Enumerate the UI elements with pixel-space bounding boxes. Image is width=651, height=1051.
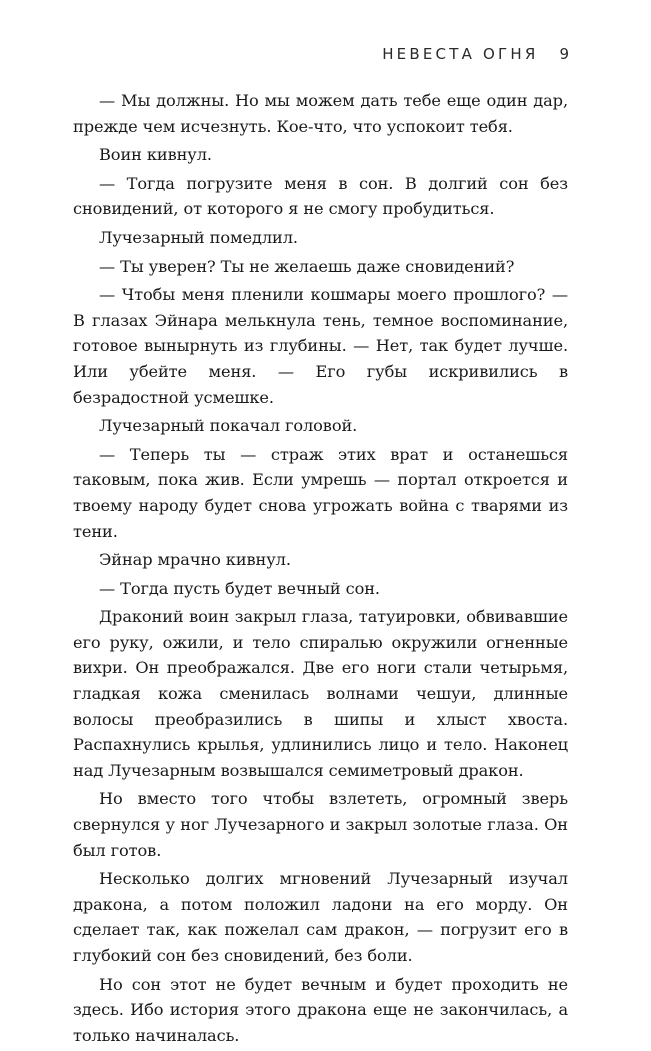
paragraph: — Тогда погрузите меня в сон. В долгий сон без сновидений, от которого я не смогу пробудиться.: [73, 173, 568, 219]
paragraph: Эйнар мрачно кивнул.: [99, 550, 291, 570]
body-text: [73, 88, 568, 1051]
paragraph: — Теперь ты — страж этих врат и останешься таковым, пока жив. Если умрешь — портал откроется и твоему народу будет снова угрожать война с тварями из тени.: [73, 444, 568, 541]
paragraph: — Мы должны. Но мы можем дать тебе еще один дар, прежде чем исчезнуть. Кое-что, что успокоит тебя.: [73, 91, 568, 136]
book-title: НЕВЕСТА ОГНЯ: [382, 45, 539, 63]
paragraph: — Чтобы меня пленили кошмары моего прошлого? — В глазах Эйнара мелькнула тень, темное воспоминание, готовое вынырнуть из глубины. — Нет, так будет лучше. Или убейте меня. — Его губы искривились в безрадостной усмешке.: [73, 285, 568, 407]
paragraph: Воин кивнул.: [99, 145, 212, 165]
paragraph: Но сон этот не будет вечным и будет проходить не здесь. Ибо история этого дракона еще не закончилась, а только начиналась.: [73, 974, 568, 1045]
paragraph: Драконий воин закрыл глаза, татуировки, обвивавшие его руку, ожили, и тело спиралью окружили огненные вихри. Он преображался. Две его ноги стали четырьмя, гладкая кожа сменилась волнами чешуи, длинные волосы преобразились в шипы и хлыст хвоста. Распахнулись крылья, удлинились лицо и тело. Наконец над Лучезарным возвышался семиметровый дракон.: [73, 607, 568, 780]
paragraph: Но вместо того чтобы взлететь, огромный зверь свернулся у ног Лучезарного и закрыл золотые глаза. Он был готов.: [73, 789, 568, 860]
running-header: [382, 45, 569, 63]
paragraph: Лучезарный покачал головой.: [99, 416, 358, 436]
paragraph: Лучезарный помедлил.: [99, 227, 298, 247]
paragraph: — Тогда пусть будет вечный сон.: [99, 578, 380, 598]
page-number: 9: [559, 45, 569, 63]
paragraph: — Ты уверен? Ты не желаешь даже сновидений?: [99, 256, 515, 276]
paragraph: Несколько долгих мгновений Лучезарный изучал дракона, а потом положил ладони на его морду. Он сделает так, как пожелал сам дракон, — погрузит его в глубокий сон без сновидений, без боли.: [73, 869, 568, 965]
